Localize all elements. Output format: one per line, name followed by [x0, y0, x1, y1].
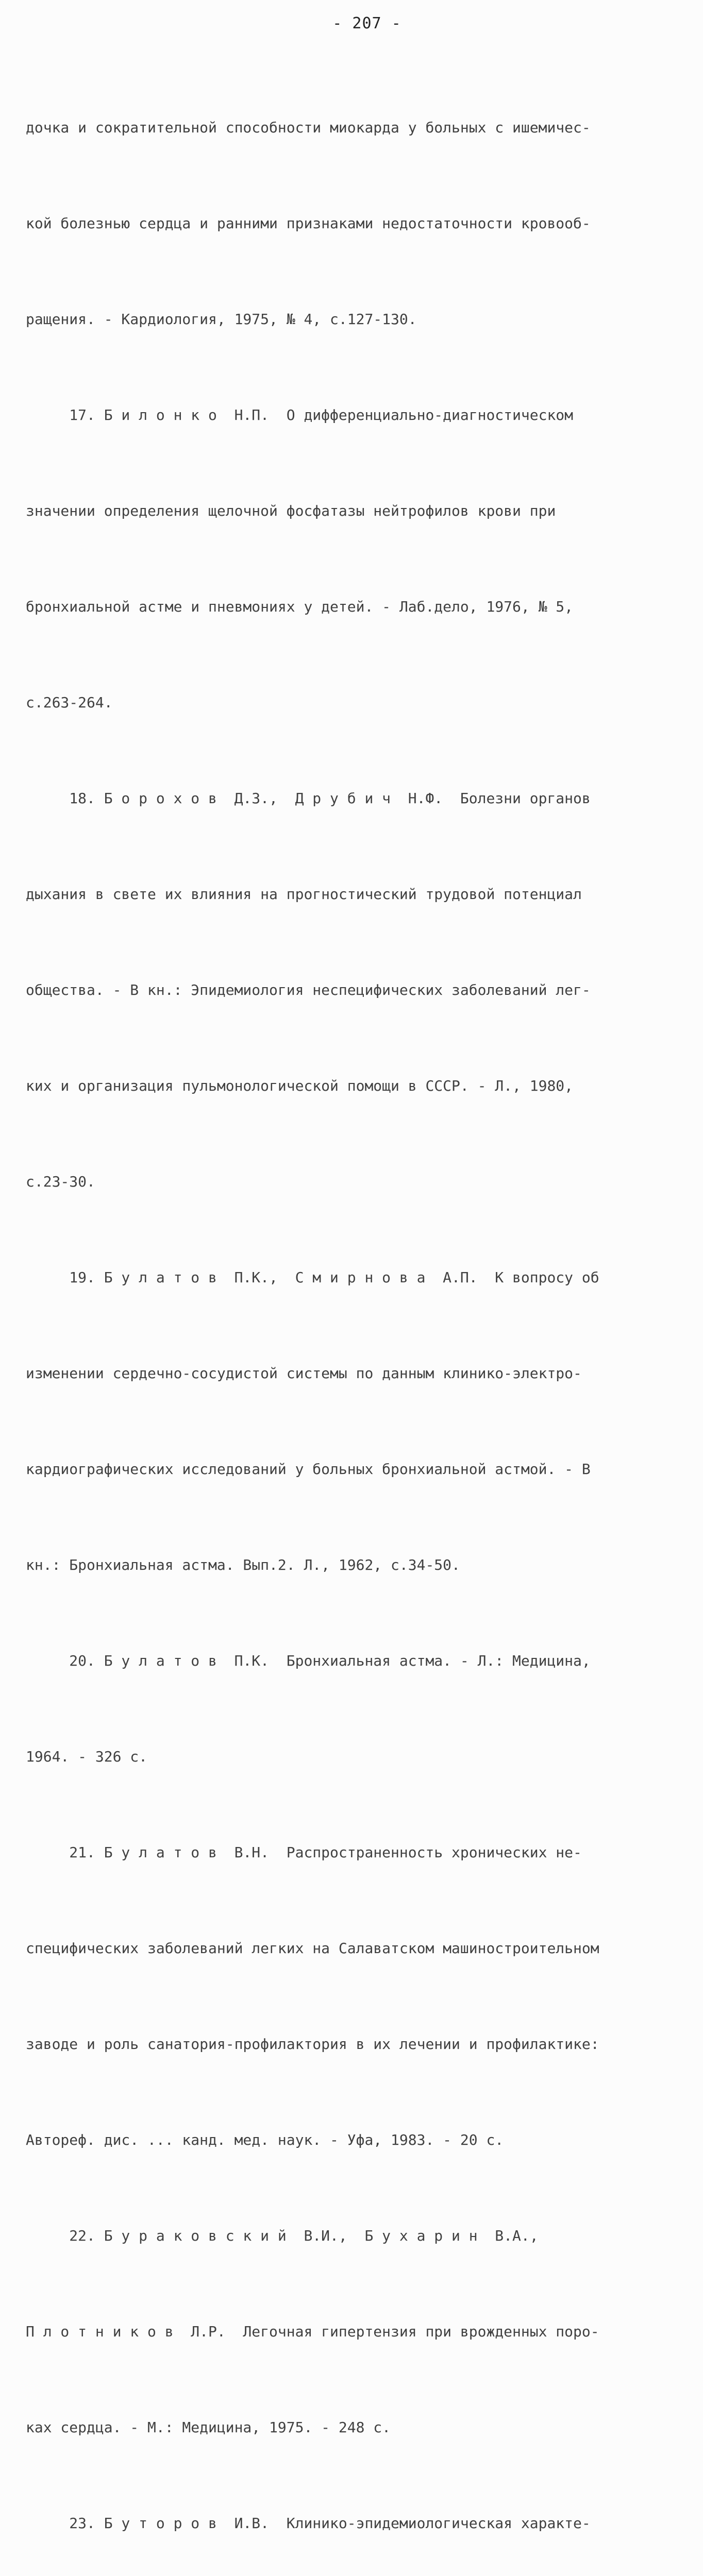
text-line: с.263-264.	[26, 694, 113, 711]
text-line: 21. Б у л а т о в В.Н. Распространенность хронических не-	[26, 1844, 582, 1861]
text-line: заводе и роль санатория-профилактория в их лечении и профилактике:	[26, 2036, 599, 2053]
text-line: общества. - В кн.: Эпидемиология неспецифических заболеваний лег-	[26, 981, 591, 998]
text-line: 23. Б у т о р о в И.В. Клинико-эпидемиологическая характе-	[26, 2515, 591, 2532]
text-line: 19. Б у л а т о в П.К., С м и р н о в а А.П. К вопросу об	[26, 1269, 599, 1286]
text-line: кн.: Бронхиальная астма. Вып.2. Л., 1962, с.34-50.	[26, 1556, 460, 1573]
text-line: 22. Б у р а к о в с к и й В.И., Б у х а р и н В.А.,	[26, 2227, 539, 2244]
text-line: специфических заболеваний легких на Салаватском машиностроительном	[26, 1940, 599, 1957]
text-line: 18. Б о р о х о в Д.З., Д р у б и ч Н.Ф. Болезни органов	[26, 790, 591, 807]
text-line: дочка и сократительной способности миокарда у больных с ишемичес-	[26, 119, 591, 136]
text-line: кой болезнью сердца и ранними признаками недостаточности кровооб-	[26, 215, 591, 232]
text-line: бронхиальной астме и пневмониях у детей. - Лаб.дело, 1976, № 5,	[26, 598, 574, 615]
bibliography-text	[26, 48, 672, 2576]
text-line: 20. Б у л а т о в П.К. Бронхиальная астма. - Л.: Медицина,	[26, 1652, 591, 1669]
text-line: изменении сердечно-сосудистой системы по данным клинико-электро-	[26, 1365, 582, 1382]
text-line: Автореф. дис. ... канд. мед. наук. - Уфа, 1983. - 20 с.	[26, 2131, 504, 2148]
text-line: значении определения щелочной фосфатазы нейтрофилов крови при	[26, 502, 556, 519]
text-line: с.23-30.	[26, 1173, 95, 1190]
text-line: ках сердца. - М.: Медицина, 1975. - 248 с.	[26, 2419, 391, 2436]
text-line: дыхания в свете их влияния на прогностический трудовой потенциал	[26, 886, 582, 903]
page-number: - 207 -	[332, 14, 401, 32]
text-line: ращения. - Кардиология, 1975, № 4, с.127-130.	[26, 311, 417, 328]
text-line: П л о т н и к о в Л.Р. Легочная гипертензия при врожденных поро-	[26, 2323, 599, 2340]
text-line: ких и организация пульмонологической помощи в СССР. - Л., 1980,	[26, 1077, 574, 1094]
text-line: 17. Б и л о н к о Н.П. О дифференциально-диагностическом	[26, 406, 574, 423]
text-line: кардиографических исследований у больных бронхиальной астмой. - В	[26, 1461, 591, 1478]
text-line: 1964. - 326 с.	[26, 1748, 148, 1765]
